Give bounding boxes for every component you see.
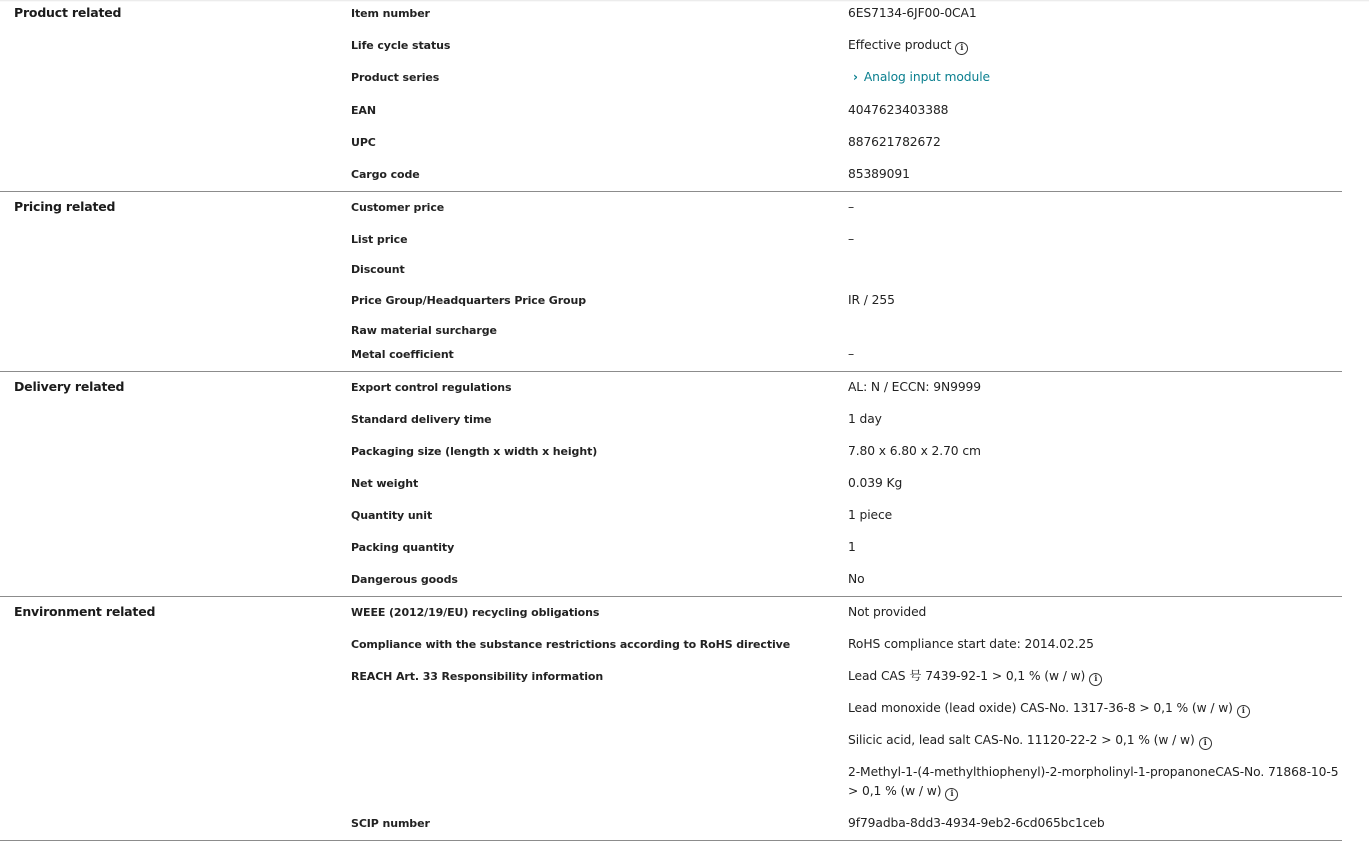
row-label: Dangerous goods bbox=[351, 573, 458, 586]
row-label: Cargo code bbox=[351, 168, 420, 181]
row-value: – bbox=[848, 347, 855, 361]
row-label: EAN bbox=[351, 104, 376, 117]
row-label: Item number bbox=[351, 7, 430, 20]
row-value: 1 bbox=[848, 540, 856, 554]
row-value: – bbox=[848, 232, 855, 246]
row-label: Net weight bbox=[351, 477, 419, 490]
row-value bbox=[848, 667, 1343, 686]
reach-substance-text: Lead CAS 号 7439-92-1 > 0,1 % (w / w) bbox=[848, 669, 1086, 683]
row-value: 887621782672 bbox=[848, 135, 941, 149]
row-label: REACH Art. 33 Responsibility information bbox=[351, 670, 604, 683]
section-product-related bbox=[0, 0, 1342, 192]
row-value: IR / 255 bbox=[848, 293, 895, 307]
section-title: Delivery related bbox=[14, 379, 125, 394]
info-icon[interactable]: i bbox=[955, 42, 968, 55]
section-pricing-related bbox=[0, 194, 1342, 372]
row-label: Price Group/Headquarters Price Group bbox=[351, 294, 587, 307]
row-value bbox=[848, 699, 1343, 718]
section-title: Product related bbox=[14, 5, 122, 20]
row-value: 6ES7134-6JF00-0CA1 bbox=[848, 6, 977, 20]
row-value: Not provided bbox=[848, 605, 927, 619]
row-label: Product series bbox=[351, 71, 440, 84]
row-label: Export control regulations bbox=[351, 381, 512, 394]
section-title: Pricing related bbox=[14, 199, 116, 214]
row-value: RoHS compliance start date: 2014.02.25 bbox=[848, 637, 1094, 651]
section-delivery-related bbox=[0, 374, 1342, 597]
row-value: No bbox=[848, 572, 865, 586]
row-label: SCIP number bbox=[351, 817, 430, 830]
row-value: 85389091 bbox=[848, 167, 910, 181]
section-title: Environment related bbox=[14, 604, 156, 619]
row-value: 1 piece bbox=[848, 508, 893, 522]
row-label: Raw material surcharge bbox=[351, 324, 497, 337]
product-series-link-text[interactable]: Analog input module bbox=[863, 70, 990, 84]
row-value: 0.039 Kg bbox=[848, 476, 903, 490]
product-series-link[interactable] bbox=[848, 68, 1343, 87]
row-value: 1 day bbox=[848, 412, 882, 426]
info-icon[interactable]: i bbox=[1237, 705, 1250, 718]
row-value: 4047623403388 bbox=[848, 103, 949, 117]
row-label: List price bbox=[351, 233, 408, 246]
row-label: Quantity unit bbox=[351, 509, 433, 522]
row-label: UPC bbox=[351, 136, 376, 149]
reach-substance-text: Silicic acid, lead salt CAS-No. 11120-22-2 > 0,1 % (w / w) bbox=[848, 733, 1195, 747]
row-label: Discount bbox=[351, 263, 405, 276]
row-value: – bbox=[848, 200, 855, 214]
row-value bbox=[848, 36, 1343, 55]
row-value: 7.80 x 6.80 x 2.70 cm bbox=[848, 444, 981, 458]
info-icon[interactable]: i bbox=[1089, 673, 1102, 686]
info-icon[interactable]: i bbox=[945, 788, 958, 801]
chevron-right-icon: › bbox=[853, 70, 858, 84]
row-label: Standard delivery time bbox=[351, 413, 492, 426]
info-icon[interactable]: i bbox=[1199, 737, 1212, 750]
row-label: Customer price bbox=[351, 201, 445, 214]
row-label: WEEE (2012/19/EU) recycling obligations bbox=[351, 606, 600, 619]
row-label: Packing quantity bbox=[351, 541, 455, 554]
row-value bbox=[848, 763, 1343, 801]
row-value: AL: N / ECCN: 9N9999 bbox=[848, 380, 981, 394]
row-value: 9f79adba-8dd3-4934-9eb2-6cd065bc1ceb bbox=[848, 816, 1105, 830]
row-label: Metal coefficient bbox=[351, 348, 454, 361]
row-label: Life cycle status bbox=[351, 39, 451, 52]
reach-substance-text: Lead monoxide (lead oxide) CAS-No. 1317-36-8 > 0,1 % (w / w) bbox=[848, 701, 1233, 715]
row-label: Compliance with the substance restrictions according to RoHS directive bbox=[351, 638, 791, 651]
row-label: Packaging size (length x width x height) bbox=[351, 445, 598, 458]
row-value bbox=[848, 731, 1343, 750]
lifecycle-status-text: Effective product bbox=[848, 38, 952, 52]
section-environment-related bbox=[0, 599, 1342, 841]
reach-substance-text: 2-Methyl-1-(4-methylthiophenyl)-2-morpholinyl-1-propanoneCAS-No. 71868-10-5 > 0,1 % (w / w) bbox=[848, 765, 1339, 798]
